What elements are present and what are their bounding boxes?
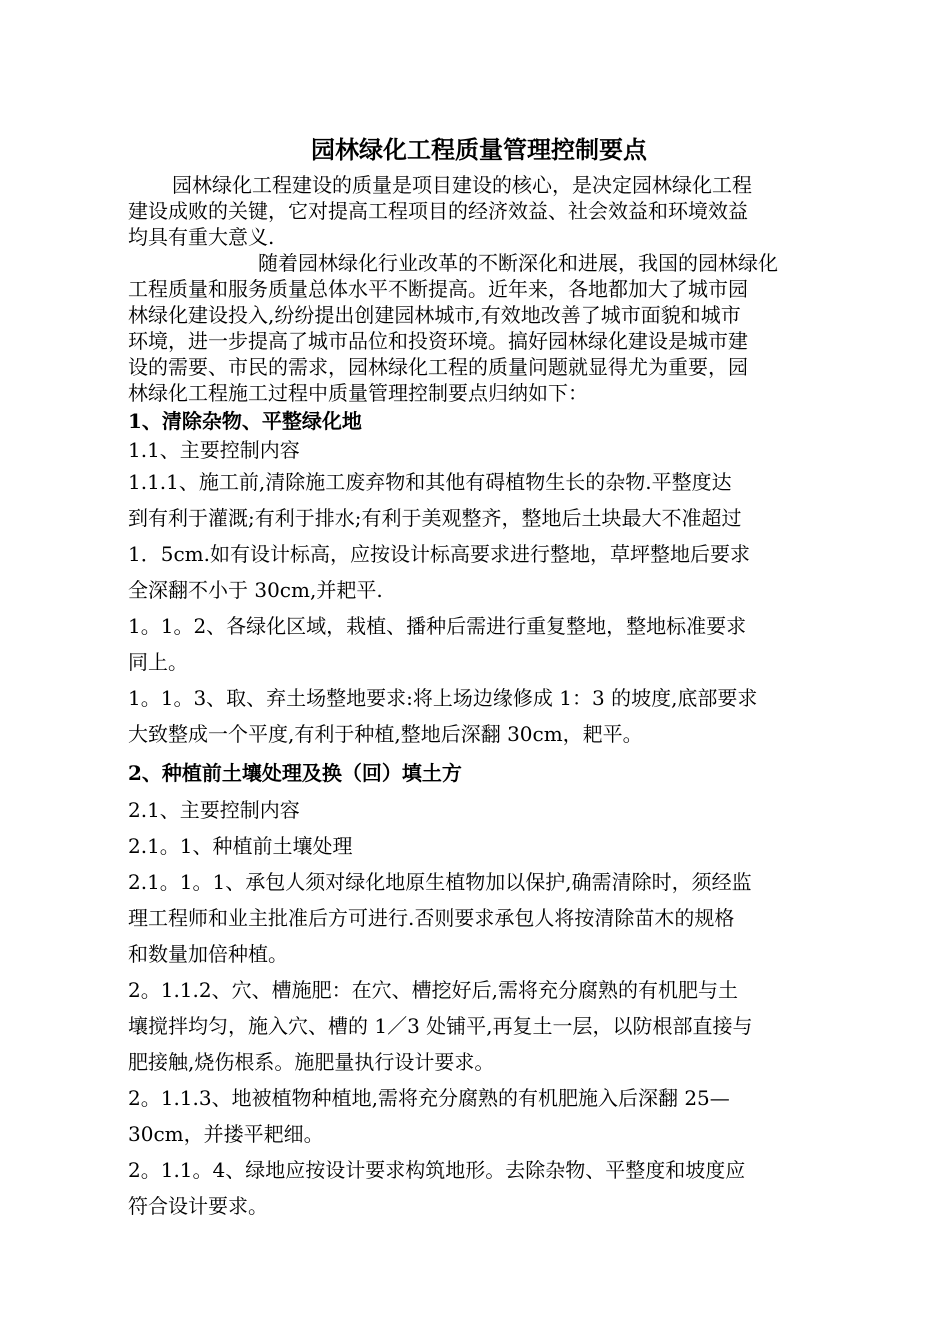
section-1-body: [128, 436, 822, 752]
intro-line: 环境，进一步提高了城市品位和投资环境。搞好园林绿化建设是城市建: [128, 329, 748, 353]
body-line: 全深翻不小于 30cm,并耙平.: [128, 578, 383, 602]
document-page: [128, 128, 822, 1224]
body-line: 符合设计要求。: [128, 1194, 268, 1218]
intro-line: 随着园林绿化行业改革的不断深化和进展，我国的园林绿化: [258, 251, 778, 275]
intro-line: 林绿化建设投入,纷纷提出创建园林城市,有效地改善了城市面貌和城市: [128, 303, 741, 327]
body-line: 2.1。1、种植前土壤处理: [128, 834, 353, 858]
body-line: 2.1。1。1、承包人须对绿化地原生植物加以保护,确需清除时，须经监: [128, 870, 752, 894]
body-line: 到有利于灌溉;有利于排水;有利于美观整齐，整地后土块最大不准超过: [128, 506, 742, 530]
body-line: 1．5cm.如有设计标高，应按设计标高要求进行整地，草坪整地后要求: [128, 542, 750, 566]
body-line: 肥接触,烧伤根系。施肥量执行设计要求。: [128, 1050, 495, 1074]
body-line: 2.1、主要控制内容: [128, 798, 300, 822]
body-line: 大致整成一个平度,有利于种植,整地后深翻 30cm，耙平。: [128, 722, 643, 746]
section-2-body: [128, 792, 822, 1224]
subsection-heading: 1.1、主要控制内容: [128, 438, 300, 462]
intro-line: 园林绿化工程建设的质量是项目建设的核心，是决定园林绿化工程: [172, 173, 752, 197]
body-line: 30cm，并搂平耙细。: [128, 1122, 324, 1146]
body-line: 理工程师和业主批准后方可进行.否则要求承包人将按清除苗木的规格: [128, 906, 735, 930]
document-title: 园林绿化工程质量管理控制要点: [311, 135, 647, 164]
intro-line: 建设成败的关键，它对提高工程项目的经济效益、社会效益和环境效益: [128, 199, 748, 223]
body-line: 2。1.1.2、穴、槽施肥：在穴、槽挖好后,需将充分腐熟的有机肥与土: [128, 978, 738, 1002]
section-2-heading: 2、种植前土壤处理及换（回）填土方: [128, 761, 462, 785]
intro-line: 设的需要、市民的需求，园林绿化工程的质量问题就显得尤为重要，园: [128, 355, 748, 379]
intro-section: [128, 172, 822, 406]
body-line: 壤搅拌均匀，施入穴、槽的 1／3 处铺平,再复土一层，以防根部直接与: [128, 1014, 753, 1038]
body-line: 1。1。2、各绿化区域，栽植、播种后需进行重复整地，整地标准要求: [128, 614, 747, 638]
body-line: 同上。: [128, 650, 188, 674]
intro-line: 均具有重大意义.: [128, 225, 275, 249]
body-line: 2。1.1。4、绿地应按设计要求构筑地形。去除杂物、平整度和坡度应: [128, 1158, 746, 1182]
intro-line: 工程质量和服务质量总体水平不断提高。近年来，各地都加大了城市园: [128, 277, 748, 301]
body-line: 2。1.1.3、地被植物种植地,需将充分腐熟的有机肥施入后深翻 25—: [128, 1086, 730, 1110]
body-line: 1.1.1、施工前,清除施工废弃物和其他有碍植物生长的杂物.平整度达: [128, 470, 732, 494]
body-line: 和数量加倍种植。: [128, 942, 288, 966]
section-1-heading: 1、清除杂物、平整绿化地: [128, 409, 362, 433]
body-line: 1。1。3、取、弃土场整地要求:将上场边缘修成 1：3 的坡度,底部要求: [128, 686, 758, 710]
intro-line: 林绿化工程施工过程中质量管理控制要点归纳如下：: [128, 381, 588, 405]
